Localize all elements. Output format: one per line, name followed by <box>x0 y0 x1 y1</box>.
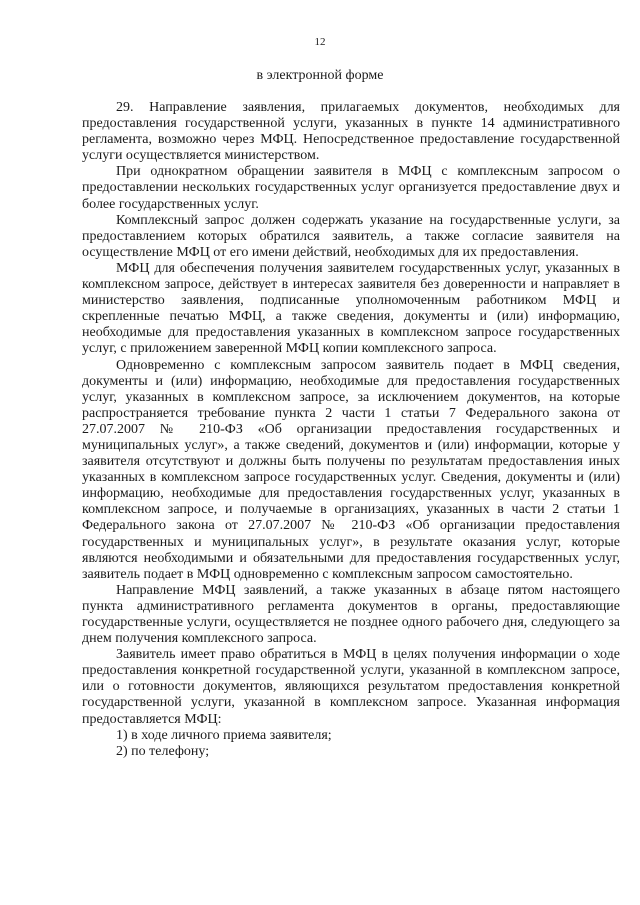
page-number: 12 <box>314 36 326 48</box>
paragraph-applicant-documents: Одновременно с комплексным запросом заявитель подает в МФЦ сведения, документы и (или) информацию, необходимые для предоставления государственных услуг, указанных в комплексном запросе, за исключением документов, на которые распространяется требование пункта 2 части 1 статьи 7 Федерального закона от 27.07.2007 № 210-ФЗ «Об организации предоставления государственных и муниципальных услуг», а также сведений, документов и (или) информации, которые у заявителя отсутствуют и должны быть получены по результатам предоставления иных указанных в комплексном запросе государственных услуг. Сведения, документы и (или) информацию, необходимые для предоставления государственных услуг, указанных в комплексном запросе, и получаемые в организациях, указанных в части 2 статьи 1 Федерального закона от 27.07.2007 № 210-ФЗ «Об организации предоставления государственных и муниципальных услуг», в результате оказания услуг, которые являются необходимыми и обязательными для предоставления государственных услуг, заявитель подает в МФЦ одновременно с комплексным запросом самостоятельно. <box>82 357 620 582</box>
list-item: 2) по телефону; <box>116 743 210 759</box>
list-item: 1) в ходе личного приема заявителя; <box>116 727 332 743</box>
paragraph-complex-request-content: Комплексный запрос должен содержать указание на государственные услуги, за предоставлением которых обратился заявитель, а также согласие заявителя на осуществление МФЦ от его имени действий, необходимых для их предоставления. <box>82 212 620 260</box>
paragraph-single-request: При однократном обращении заявителя в МФЦ с комплексным запросом о предоставлении нескольких государственных услуг организуется предоставление двух и более государственных услуг. <box>82 164 620 212</box>
paragraph-mfc-actions: МФЦ для обеспечения получения заявителем государственных услуг, указанных в комплексном запросе, действует в интересах заявителя без доверенности и направляет в министерство заявления, подписанные уполномоченным работником МФЦ и скрепленные печатью МФЦ, а также сведения, документы и (или) информацию, необходимые для предоставления указанных в комплексном запросе государственных услуг, с приложением заверенной МФЦ копии комплексного запроса. <box>82 260 620 357</box>
paragraph-mfc-sending: Направление МФЦ заявлений, а также указанных в абзаце пятом настоящего пункта административного регламента документов в органы, предоставляющие государственные услуги, осуществляется не позднее одного рабочего дня, следующего за днем получения комплексного запроса. <box>82 582 620 647</box>
paragraph-29: 29. Направление заявления, прилагаемых документов, необходимых для предоставления государственной услуги, указанных в пункте 14 административного регламента, возможно через МФЦ. Непосредственное предоставление государственной услуги осуществляется министерством. <box>82 100 620 164</box>
document-body <box>82 100 620 760</box>
heading-fragment: в электронной форме <box>256 68 384 83</box>
paragraph-applicant-rights: Заявитель имеет право обратиться в МФЦ в целях получения информации о ходе предоставления конкретной государственной услуги, указанной в комплексном запросе, или о готовности документов, являющихся результатом предоставления конкретной государственной услуги, указанной в комплексном запросе. Указанная информация предоставляется МФЦ: <box>82 647 620 727</box>
